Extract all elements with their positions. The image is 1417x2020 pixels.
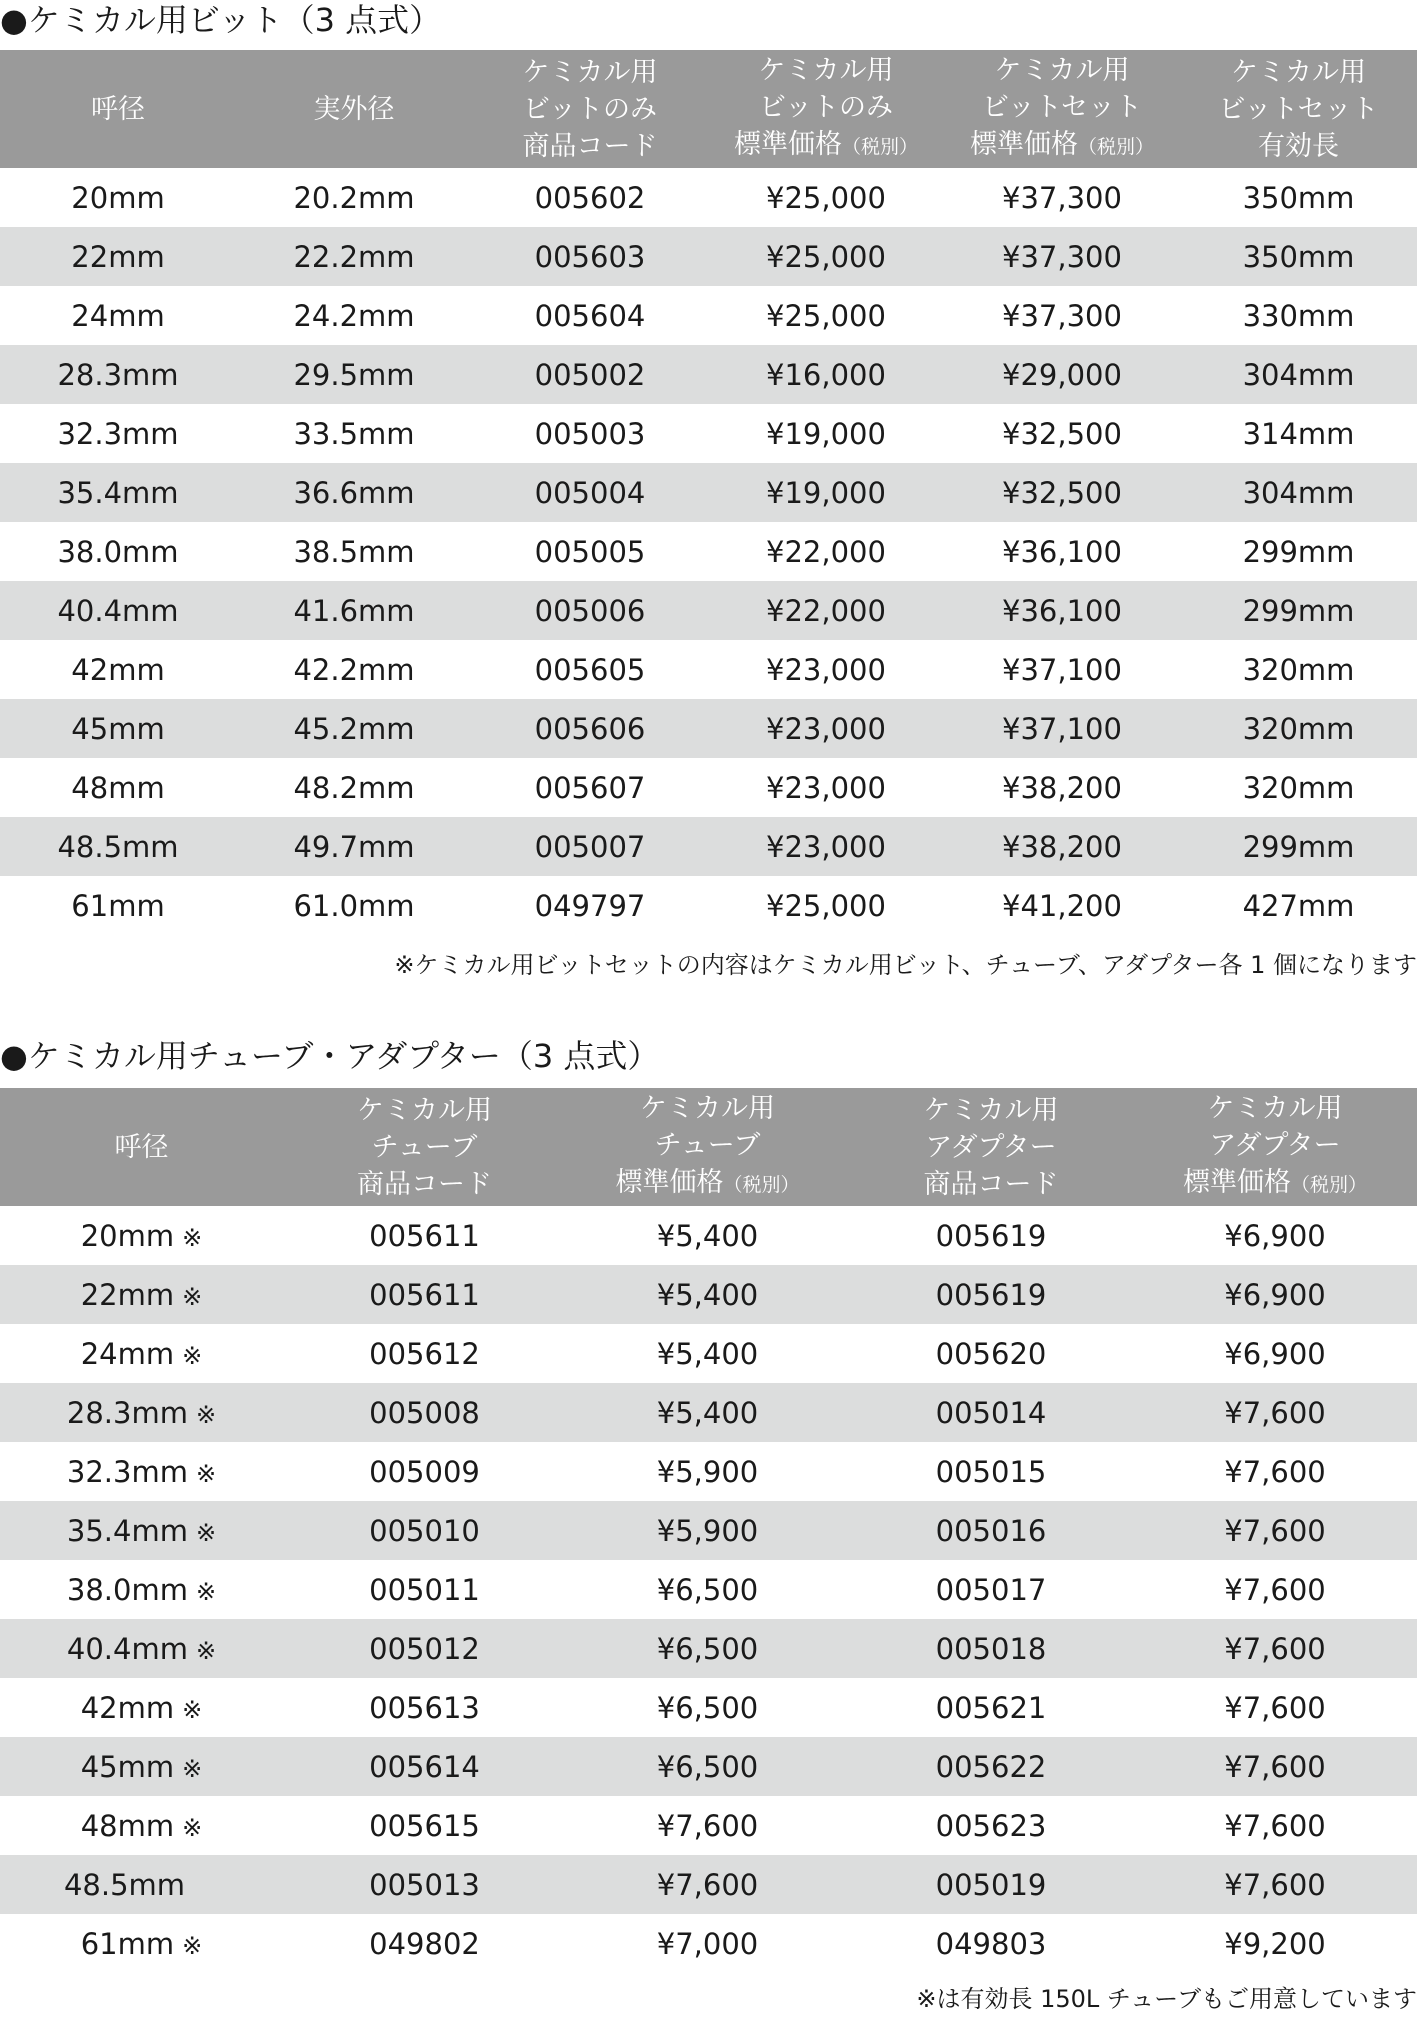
table-cell: 45.2mm — [236, 699, 472, 758]
table-cell: ¥41,200 — [1002, 888, 1122, 923]
note-mark: ※ — [182, 1931, 203, 1960]
table-row — [0, 1560, 1417, 1619]
table-cell: ¥19,000 — [766, 416, 886, 451]
table-cell: 005619 — [849, 1265, 1133, 1324]
table-cell: ¥7,600 — [1133, 1737, 1417, 1796]
table-cell: 049803 — [935, 1926, 1047, 1961]
column-header-line: 商品コード — [522, 130, 658, 162]
column-header-line: ケミカル用 — [522, 56, 658, 88]
table-cell: 005008 — [283, 1383, 566, 1442]
table-cell: 320mm — [1242, 770, 1355, 805]
column-header-line: アダプター — [1209, 1130, 1341, 1161]
column-header-line: ビットセット — [1218, 93, 1379, 125]
table-row — [0, 1796, 1417, 1855]
table-row — [0, 404, 1417, 463]
column-header-line: ビットのみ — [759, 92, 893, 123]
table-cell: ¥6,500 — [566, 1619, 849, 1678]
table-cell: 005012 — [283, 1619, 566, 1678]
table-cell: 005621 — [935, 1690, 1047, 1725]
table-cell: ¥6,500 — [566, 1737, 849, 1796]
column-header — [1133, 1088, 1417, 1206]
table-row — [0, 1914, 1417, 1973]
note-mark: ※ — [182, 1754, 203, 1783]
table-cell: 005019 — [849, 1855, 1133, 1914]
chemical-bit-price-table — [0, 50, 1417, 935]
column-header-line: ケミカル用 — [1207, 1093, 1343, 1124]
nominal-size: 24mm — [80, 1336, 175, 1371]
table-cell — [0, 1501, 283, 1560]
chemical-tube-adapter-price-table — [0, 1088, 1417, 1973]
table-cell: 005611 — [283, 1265, 566, 1324]
table-cell — [0, 1914, 283, 1973]
table-row — [0, 1855, 1417, 1914]
table-cell: ¥7,600 — [1224, 1690, 1326, 1725]
table-cell: ¥5,900 — [566, 1501, 849, 1560]
table-cell: ¥7,600 — [1224, 1808, 1326, 1843]
table-cell — [0, 1265, 283, 1324]
column-header — [472, 50, 708, 168]
nominal-size: 45mm — [80, 1749, 175, 1784]
column-header-line: ビットセット — [981, 92, 1143, 123]
table-cell: ¥6,900 — [1133, 1265, 1417, 1324]
table-row — [0, 699, 1417, 758]
table-cell: ¥25,000 — [766, 298, 886, 333]
column-header-line: 商品コード — [357, 1168, 492, 1200]
note-mark: ※ — [195, 1518, 217, 1547]
table-cell: 005612 — [369, 1336, 480, 1371]
column-header — [1180, 50, 1417, 168]
table-row — [0, 640, 1417, 699]
table-cell — [0, 1560, 283, 1619]
table-cell: 24mm — [71, 298, 165, 333]
table-cell: 61mm — [71, 888, 165, 923]
table-cell: ¥23,000 — [766, 652, 886, 687]
column-header-line: ビットのみ — [523, 93, 657, 125]
table-cell: 38.0mm — [57, 534, 179, 569]
nominal-size: 20mm — [80, 1218, 175, 1253]
tube-length-note: ※は有効長 150L チューブもご用意しています — [916, 1985, 1417, 2013]
table-cell: ¥29,000 — [944, 345, 1180, 404]
table-row — [0, 1442, 1417, 1501]
table-cell: 005603 — [472, 227, 708, 286]
table-cell: ¥5,400 — [656, 1218, 759, 1253]
nominal-size: 32.3mm — [66, 1454, 188, 1489]
bit-set-note: ※ケミカル用ビットセットの内容はケミカル用ビット、チューブ、アダプター各 1 個になります — [394, 951, 1417, 979]
table-cell: ¥16,000 — [708, 345, 944, 404]
column-header-line: ケミカル用 — [1231, 56, 1366, 88]
table-cell — [0, 1796, 283, 1855]
table-row — [0, 1324, 1417, 1383]
column-header — [283, 1088, 566, 1206]
table-cell: ¥37,300 — [944, 227, 1180, 286]
table-row — [0, 1737, 1417, 1796]
nominal-size: 35.4mm — [66, 1513, 188, 1548]
note-mark: ※ — [182, 1282, 203, 1311]
table-cell: ¥5,900 — [656, 1454, 759, 1489]
table-cell: 427mm — [1242, 888, 1355, 923]
table-cell: 005622 — [849, 1737, 1133, 1796]
table-cell: 005620 — [935, 1336, 1047, 1371]
table-cell: ¥7,000 — [656, 1926, 759, 1961]
table-cell: ¥23,000 — [708, 817, 944, 876]
table-row — [0, 286, 1417, 345]
column-header-line: 標準価格（税別） — [615, 1167, 800, 1198]
table-cell: 005006 — [472, 581, 708, 640]
table-cell: ¥37,100 — [944, 699, 1180, 758]
column-header-line: 呼径 — [91, 93, 145, 125]
nominal-size: 42mm — [80, 1690, 175, 1725]
column-header-line: ケミカル用 — [758, 55, 894, 86]
table-cell — [0, 1855, 283, 1914]
nominal-size: 28.3mm — [66, 1395, 188, 1430]
table-cell — [0, 1383, 283, 1442]
table-cell: ¥7,600 — [566, 1855, 849, 1914]
column-header — [0, 50, 236, 168]
table-cell: 304mm — [1180, 345, 1417, 404]
table-row — [0, 1383, 1417, 1442]
table-body — [0, 168, 1417, 935]
column-header-line: ケミカル用 — [994, 55, 1130, 86]
table-cell: ¥22,000 — [766, 534, 886, 569]
table-cell: ¥7,600 — [1133, 1501, 1417, 1560]
note-mark: ※ — [182, 1813, 203, 1842]
table-cell: ¥36,100 — [944, 581, 1180, 640]
table-cell: ¥37,100 — [1002, 652, 1122, 687]
table-cell: 005607 — [534, 770, 646, 805]
table-cell: ¥32,500 — [1002, 416, 1122, 451]
table-cell — [0, 1737, 283, 1796]
table-cell: 299mm — [1242, 534, 1355, 569]
nominal-size: 40.4mm — [66, 1631, 188, 1666]
table-cell: 42.2mm — [293, 652, 415, 687]
tax-excluded-label: （税別） — [1077, 136, 1154, 158]
table-cell: 40.4mm — [0, 581, 236, 640]
table-row — [0, 876, 1417, 935]
table-cell: 049797 — [534, 888, 646, 923]
table-cell — [0, 1442, 283, 1501]
nominal-size: 61mm — [80, 1926, 175, 1961]
note-mark: ※ — [195, 1400, 217, 1429]
table-row — [0, 522, 1417, 581]
table-cell: 42mm — [71, 652, 165, 687]
column-header-line: 標準価格（税別） — [733, 129, 918, 160]
table-cell: ¥6,900 — [1224, 1336, 1326, 1371]
table-cell: ¥5,400 — [566, 1383, 849, 1442]
table-cell: 005604 — [534, 298, 646, 333]
note-mark: ※ — [195, 1577, 217, 1606]
table-cell: 005010 — [283, 1501, 566, 1560]
table-row — [0, 581, 1417, 640]
nominal-size: 48mm — [80, 1808, 175, 1843]
table-cell: ¥7,600 — [1133, 1383, 1417, 1442]
table-cell — [0, 1678, 283, 1737]
column-header-line: 標準価格（税別） — [969, 129, 1154, 160]
table-cell: ¥19,000 — [708, 463, 944, 522]
table-cell: 41.6mm — [236, 581, 472, 640]
table-cell: 005619 — [935, 1218, 1047, 1253]
table-cell: 45mm — [0, 699, 236, 758]
table-cell: ¥25,000 — [708, 227, 944, 286]
table-cell: ¥38,200 — [944, 817, 1180, 876]
table-cell: 314mm — [1242, 416, 1355, 451]
table-cell: 22.2mm — [236, 227, 472, 286]
table-cell: 320mm — [1242, 652, 1355, 687]
table-cell: 005017 — [935, 1572, 1047, 1607]
table-cell: ¥23,000 — [708, 699, 944, 758]
table-cell: ¥7,600 — [1224, 1572, 1326, 1607]
column-header-line: ケミカル用 — [357, 1094, 492, 1126]
table-cell: 22mm — [0, 227, 236, 286]
table-body — [0, 1206, 1417, 1973]
table-cell: 330mm — [1242, 298, 1355, 333]
nominal-size: 48.5mm — [63, 1867, 186, 1902]
table-cell: ¥5,400 — [566, 1265, 849, 1324]
table-cell: 005613 — [369, 1690, 480, 1725]
table-cell: 33.5mm — [293, 416, 415, 451]
table-cell: 350mm — [1242, 180, 1355, 215]
table-cell: ¥7,600 — [1133, 1619, 1417, 1678]
table-cell: 005016 — [849, 1501, 1133, 1560]
nominal-size: 22mm — [80, 1277, 175, 1312]
table-cell: 48.5mm — [0, 817, 236, 876]
table-row — [0, 1501, 1417, 1560]
table-cell: 350mm — [1180, 227, 1417, 286]
column-header-line: 標準価格（税別） — [1182, 1167, 1367, 1198]
table-cell: 005014 — [849, 1383, 1133, 1442]
table-cell: 005003 — [534, 416, 646, 451]
table-cell — [0, 1619, 283, 1678]
table-row — [0, 1206, 1417, 1265]
table-cell: 299mm — [1180, 817, 1417, 876]
table-cell: ¥36,100 — [1002, 534, 1122, 569]
table-cell: 005015 — [935, 1454, 1047, 1489]
note-mark: ※ — [182, 1695, 203, 1724]
table-row — [0, 463, 1417, 522]
table-cell: ¥6,500 — [656, 1572, 759, 1607]
note-mark: ※ — [195, 1459, 217, 1488]
table-cell: ¥6,500 — [656, 1690, 759, 1725]
column-header-line: 有効長 — [1258, 130, 1339, 162]
table-header-row — [0, 1088, 1417, 1206]
table-cell: 48.2mm — [293, 770, 415, 805]
table-cell: 24.2mm — [293, 298, 415, 333]
column-header-line: ケミカル用 — [640, 1093, 775, 1124]
table-row — [0, 817, 1417, 876]
column-header-line: 実外径 — [313, 93, 395, 125]
table-cell: ¥6,900 — [1224, 1218, 1326, 1253]
note-mark: ※ — [195, 1636, 217, 1665]
note-mark: ※ — [182, 1223, 203, 1252]
note-mark: ※ — [182, 1341, 203, 1370]
table-cell: 005614 — [283, 1737, 566, 1796]
column-header-line: ケミカル用 — [923, 1094, 1059, 1126]
table-cell: 005018 — [849, 1619, 1133, 1678]
table-cell: 28.3mm — [0, 345, 236, 404]
table-cell — [0, 1324, 283, 1383]
table-cell: ¥5,400 — [656, 1336, 759, 1371]
table-cell: ¥22,000 — [708, 581, 944, 640]
table-cell: 005011 — [369, 1572, 480, 1607]
table-cell: 005615 — [369, 1808, 480, 1843]
table-cell: 61.0mm — [293, 888, 415, 923]
table-cell: ¥37,300 — [1002, 180, 1122, 215]
table-cell: 35.4mm — [0, 463, 236, 522]
table-row — [0, 1265, 1417, 1324]
table-row — [0, 1678, 1417, 1737]
table-cell: ¥7,600 — [656, 1808, 759, 1843]
column-header — [566, 1088, 849, 1206]
table-cell: ¥23,000 — [766, 770, 886, 805]
column-header-line: チューブ — [654, 1130, 761, 1161]
column-header — [0, 1088, 283, 1206]
section-title-tube-adapter: ●ケミカル用チューブ・アダプター（3 点式） — [0, 1037, 660, 1075]
table-cell: 49.7mm — [236, 817, 472, 876]
table-cell: 005606 — [472, 699, 708, 758]
table-cell: 005005 — [534, 534, 646, 569]
column-header — [944, 50, 1180, 168]
table-cell: 049802 — [369, 1926, 480, 1961]
table-header-row — [0, 50, 1417, 168]
column-header — [849, 1088, 1133, 1206]
column-header-line: チューブ — [371, 1131, 478, 1163]
table-cell: 005623 — [935, 1808, 1047, 1843]
table-cell: 005602 — [534, 180, 646, 215]
column-header-line: アダプター — [925, 1131, 1057, 1163]
table-cell: 005004 — [472, 463, 708, 522]
table-row — [0, 227, 1417, 286]
table-row — [0, 1619, 1417, 1678]
tax-excluded-label: （税別） — [723, 1174, 800, 1196]
table-cell: ¥25,000 — [766, 180, 886, 215]
column-header — [708, 50, 944, 168]
tax-excluded-label: （税別） — [1290, 1174, 1367, 1196]
table-cell: ¥37,300 — [1002, 298, 1122, 333]
table-cell — [0, 1206, 283, 1265]
table-cell: 304mm — [1180, 463, 1417, 522]
table-cell: 320mm — [1180, 699, 1417, 758]
nominal-size: 38.0mm — [66, 1572, 188, 1607]
table-cell: 20.2mm — [293, 180, 415, 215]
table-cell: 38.5mm — [293, 534, 415, 569]
table-row — [0, 168, 1417, 227]
column-header-line: 呼径 — [114, 1131, 169, 1163]
table-cell: 299mm — [1180, 581, 1417, 640]
table-cell: ¥7,600 — [1133, 1855, 1417, 1914]
table-cell: ¥38,200 — [1002, 770, 1122, 805]
table-cell: 32.3mm — [57, 416, 179, 451]
table-row — [0, 758, 1417, 817]
table-cell: 48mm — [71, 770, 165, 805]
table-cell: 36.6mm — [236, 463, 472, 522]
table-cell: ¥7,600 — [1224, 1454, 1326, 1489]
table-cell: 005007 — [472, 817, 708, 876]
column-header-line: 商品コード — [923, 1168, 1059, 1200]
table-cell: ¥9,200 — [1224, 1926, 1326, 1961]
table-cell: 005002 — [472, 345, 708, 404]
table-cell: ¥32,500 — [944, 463, 1180, 522]
table-row — [0, 345, 1417, 404]
table-cell: 29.5mm — [236, 345, 472, 404]
tax-excluded-label: （税別） — [841, 136, 918, 158]
table-cell: 005013 — [283, 1855, 566, 1914]
column-header — [236, 50, 472, 168]
table-cell: 20mm — [71, 180, 165, 215]
table-cell: 005611 — [369, 1218, 480, 1253]
table-cell: 005605 — [534, 652, 646, 687]
section-title-bits: ●ケミカル用ビット（3 点式） — [0, 1, 442, 39]
table-cell: ¥25,000 — [766, 888, 886, 923]
table-cell: 005009 — [369, 1454, 480, 1489]
